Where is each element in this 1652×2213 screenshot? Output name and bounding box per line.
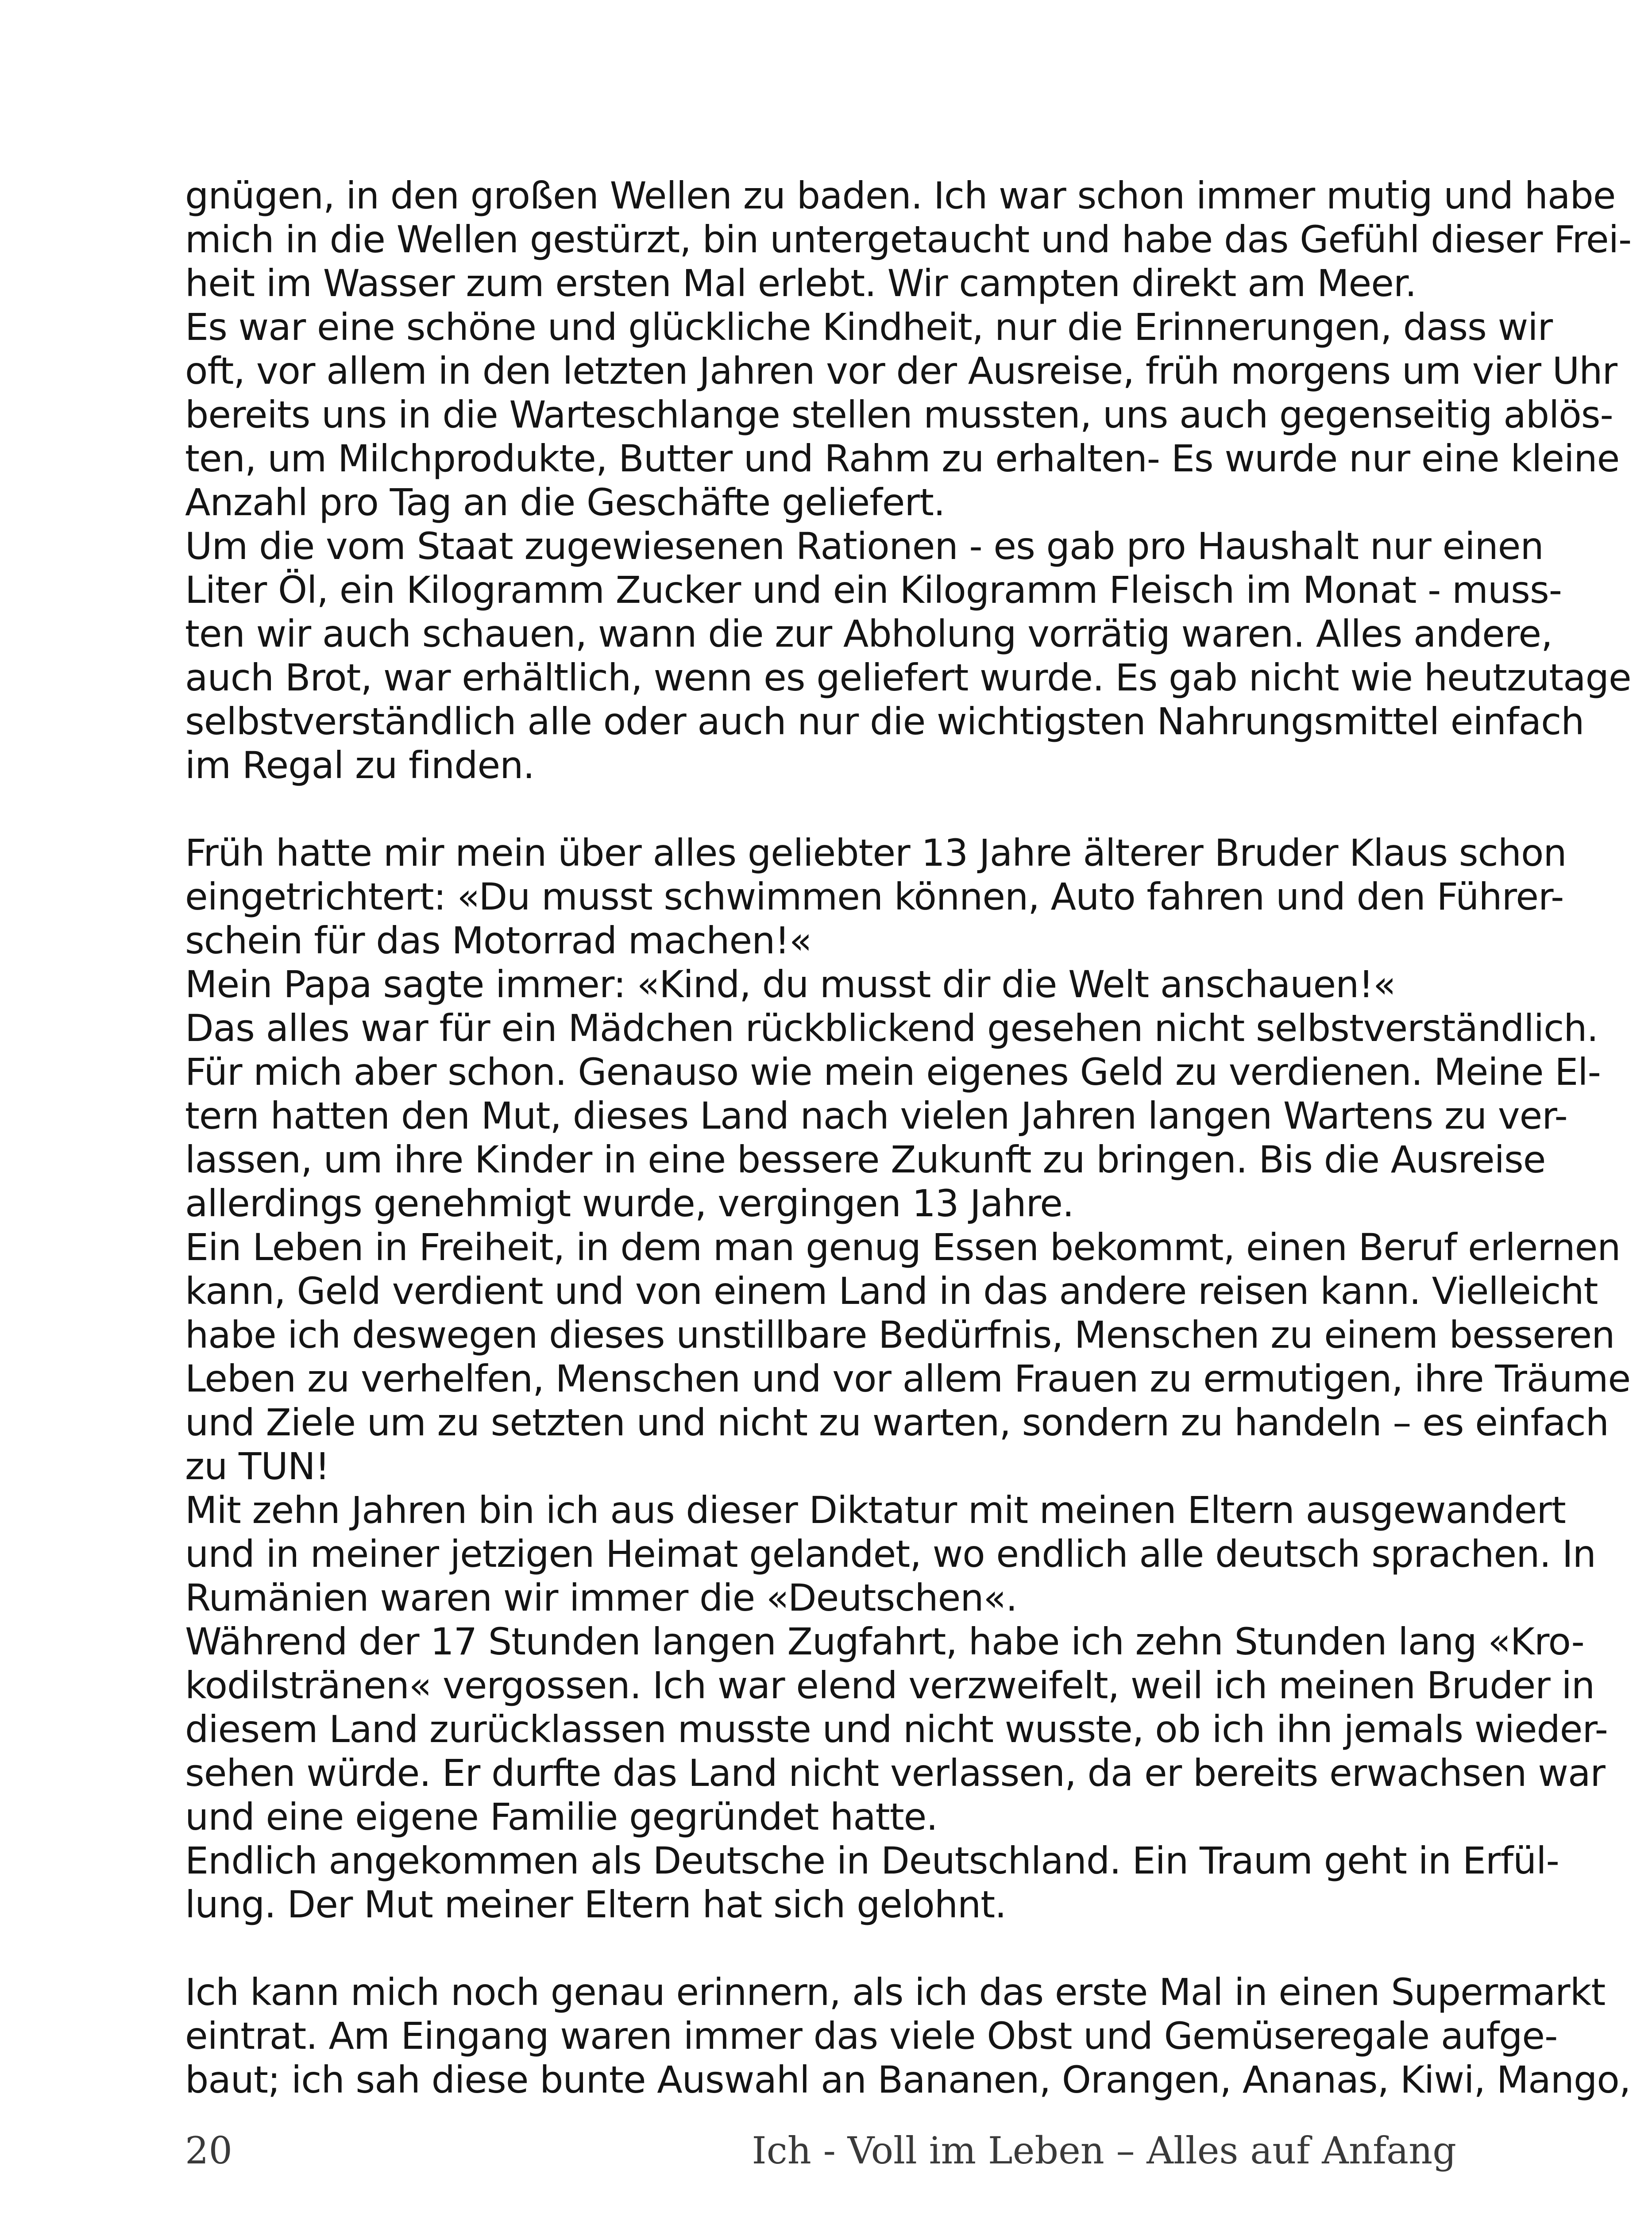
text-line: habe ich deswegen dieses unstillbare Bedürfnis, Menschen zu einem besseren <box>185 1313 1615 1357</box>
paragraph <box>185 174 1632 305</box>
text-line: Mein Papa sagte immer: «Kind, du musst dir die Welt anschauen!« <box>185 963 1396 1006</box>
text-line: Für mich aber schon. Genauso wie mein eigenes Geld zu verdienen. Meine El- <box>185 1050 1601 1094</box>
text-line: Um die vom Staat zugewiesenen Rationen - es gab pro Haushalt nur einen <box>185 524 1544 568</box>
paragraph <box>185 305 1620 524</box>
text-line: ten, um Milchprodukte, Butter und Rahm zu erhalten- Es wurde nur eine kleine <box>185 437 1620 480</box>
text-line: und Ziele um zu setzten und nicht zu warten, sondern zu handeln – es einfach <box>185 1401 1609 1444</box>
text-line: diesem Land zurücklassen musste und nicht wusste, ob ich ihn jemals wieder- <box>185 1708 1608 1751</box>
text-line: Früh hatte mir mein über alles geliebter 13 Jahre älterer Bruder Klaus schon <box>185 831 1567 875</box>
text-line: Leben zu verhelfen, Menschen und vor allem Frauen zu ermutigen, ihre Träume <box>185 1357 1631 1400</box>
text-line: heit im Wasser zum ersten Mal erlebt. Wir campten direkt am Meer. <box>185 262 1417 305</box>
text-line: baut; ich sah diese bunte Auswahl an Bananen, Orangen, Ananas, Kiwi, Mango, <box>185 2058 1631 2101</box>
text-line: eingetrichtert: «Du musst schwimmen können, Auto fahren und den Führer- <box>185 875 1564 918</box>
paragraph <box>185 1226 1631 1488</box>
paragraph <box>185 1620 1608 1839</box>
text-line: Liter Öl, ein Kilogramm Zucker und ein Kilogramm Fleisch im Monat - muss- <box>185 568 1562 612</box>
text-line: Endlich angekommen als Deutsche in Deutschland. Ein Traum geht in Erfül- <box>185 1839 1559 1882</box>
text-line: oft, vor allem in den letzten Jahren vor der Ausreise, früh morgens um vier Uhr <box>185 349 1617 393</box>
text-line: zu TUN! <box>185 1445 330 1488</box>
paragraph <box>185 963 1456 1006</box>
text-line: Während der 17 Stunden langen Zugfahrt, habe ich zehn Stunden lang «Kro- <box>185 1620 1584 1663</box>
text-line: kann, Geld verdient und von einem Land in das andere reisen kann. Vielleicht <box>185 1269 1598 1313</box>
text-line: bereits uns in die Warteschlange stellen mussten, uns auch gegenseitig ablös- <box>185 393 1613 436</box>
text-line: eintrat. Am Eingang waren immer das viele Obst und Gemüseregale aufge- <box>185 2014 1558 2058</box>
text-line: schein für das Motorrad machen!« <box>185 919 812 962</box>
text-line: lung. Der Mut meiner Eltern hat sich gelohnt. <box>185 1883 1006 1926</box>
paragraph-gap <box>185 787 1456 831</box>
running-title: Ich - Voll im Leben – Alles auf Anfang <box>752 2129 1456 2172</box>
text-line: lassen, um ihre Kinder in eine bessere Zukunft zu bringen. Bis die Ausreise <box>185 1138 1546 1181</box>
paragraph <box>185 524 1631 787</box>
page-footer <box>185 2129 1456 2178</box>
text-line: Anzahl pro Tag an die Geschäfte geliefert. <box>185 481 945 524</box>
text-line: Das alles war für ein Mädchen rückblickend gesehen nicht selbstverständlich. <box>185 1006 1598 1050</box>
text-line: auch Brot, war erhältlich, wenn es geliefert wurde. Es gab nicht wie heutzutage <box>185 656 1631 699</box>
text-line: selbstverständlich alle oder auch nur die wichtigsten Nahrungsmittel einfach <box>185 700 1584 743</box>
text-line: ten wir auch schauen, wann die zur Abholung vorrätig waren. Alles andere, <box>185 612 1552 655</box>
body-text <box>185 174 1632 2102</box>
text-line: tern hatten den Mut, dieses Land nach vielen Jahren langen Wartens zu ver- <box>185 1094 1567 1137</box>
page-number: 20 <box>185 2129 232 2172</box>
text-line: und eine eigene Familie gegründet hatte. <box>185 1795 938 1839</box>
text-line: und in meiner jetzigen Heimat gelandet, wo endlich alle deutsch sprachen. In <box>185 1532 1596 1576</box>
text-line: im Regal zu finden. <box>185 744 535 787</box>
paragraph <box>185 1006 1601 1226</box>
paragraph <box>185 1839 1559 1927</box>
text-line: Rumänien waren wir immer die «Deutschen«. <box>185 1576 1017 1619</box>
text-line: allerdings genehmigt wurde, vergingen 13 Jahre. <box>185 1182 1074 1225</box>
paragraph-gap <box>185 1927 1456 1970</box>
text-line: gnügen, in den großen Wellen zu baden. Ich war schon immer mutig und habe <box>185 174 1616 217</box>
paragraph <box>185 831 1567 963</box>
paragraph <box>185 1970 1631 2102</box>
text-line: Ein Leben in Freiheit, in dem man genug Essen bekommt, einen Beruf erlernen <box>185 1226 1621 1269</box>
text-line: sehen würde. Er durfte das Land nicht verlassen, da er bereits erwachsen war <box>185 1751 1605 1795</box>
text-line: mich in die Wellen gestürzt, bin untergetaucht und habe das Gefühl dieser Frei- <box>185 218 1632 261</box>
text-line: Ich kann mich noch genau erinnern, als ich das erste Mal in einen Supermarkt <box>185 1970 1606 2014</box>
text-line: Es war eine schöne und glückliche Kindheit, nur die Erinnerungen, dass wir <box>185 305 1553 349</box>
text-line: Mit zehn Jahren bin ich aus dieser Diktatur mit meinen Eltern ausgewandert <box>185 1488 1566 1532</box>
text-line: kodilstränen« vergossen. Ich war elend verzweifelt, weil ich meinen Bruder in <box>185 1664 1595 1707</box>
paragraph <box>185 1488 1596 1620</box>
